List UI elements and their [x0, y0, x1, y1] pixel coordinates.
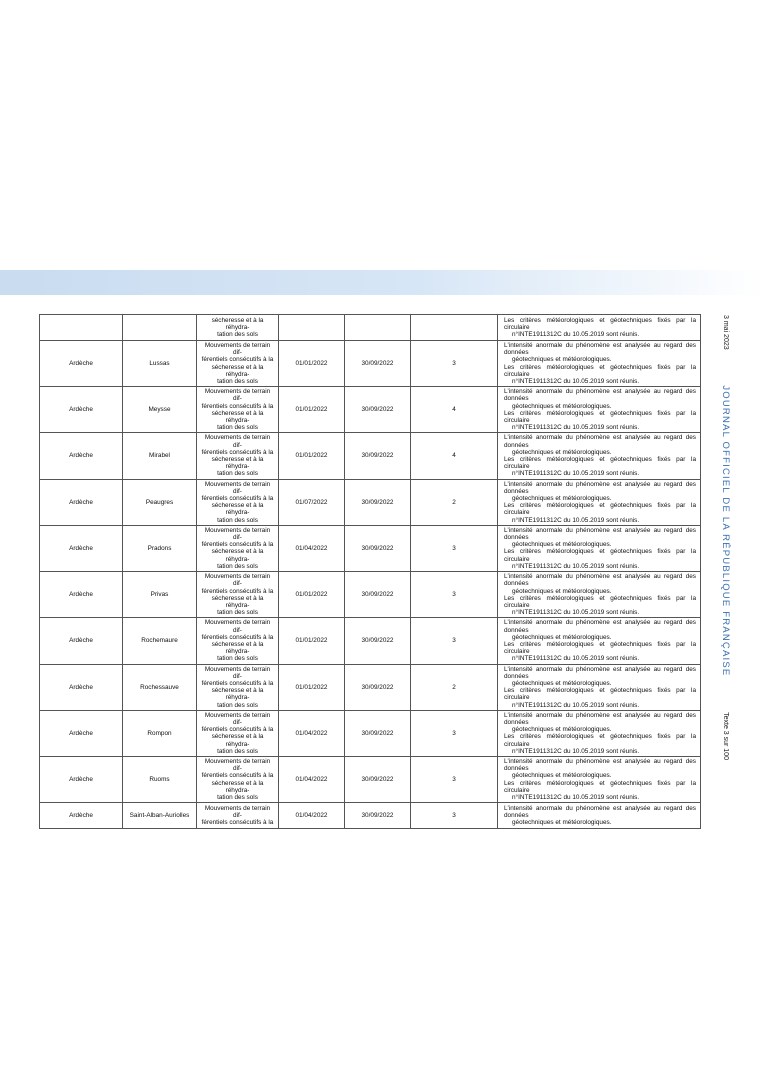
date-fin-cell: 30/09/2022 [345, 756, 411, 802]
count-cell: 4 [411, 387, 498, 433]
date-debut-cell: 01/04/2022 [279, 803, 345, 829]
criteria-cell [498, 618, 701, 664]
criteria-line: Les critères météorologiques et géotechniques fixés par la circulaire [504, 502, 696, 517]
phenomene-cell: Mouvements de terrain dif- férentiels consécutifs à la sécheresse et à la réhydra- tation des sols [197, 341, 279, 387]
criteria-line: n°INTE1911312C du 10.05.2019 sont réunis. [512, 331, 640, 339]
criteria-line: Les critères météorologiques et géotechniques fixés par la circulaire [504, 594, 696, 609]
criteria-cell [498, 387, 701, 433]
commune-cell: Privas [123, 572, 197, 618]
date-debut-cell: 01/04/2022 [279, 710, 345, 756]
commune-cell: Lussas [123, 341, 197, 387]
commune-cell: Ruoms [123, 756, 197, 802]
date-fin-cell: 30/09/2022 [345, 341, 411, 387]
criteria-line: L'intensité anormale du phénomène est analysée au regard des données [504, 665, 696, 680]
phenomene-cell: Mouvements de terrain dif- férentiels consécutifs à la sécheresse et à la réhydra- tation des sols [197, 479, 279, 525]
table-row [40, 756, 701, 802]
date-debut-cell: 01/01/2022 [279, 341, 345, 387]
criteria-line: n°INTE1911312C du 10.05.2019 sont réunis. [512, 378, 640, 386]
count-cell [411, 315, 498, 341]
count-cell: 3 [411, 525, 498, 571]
criteria-line: L'intensité anormale du phénomène est analysée au regard des données [504, 711, 696, 726]
date-debut-cell: 01/04/2022 [279, 756, 345, 802]
commune-cell: Rompon [123, 710, 197, 756]
count-cell: 3 [411, 572, 498, 618]
criteria-line: L'intensité anormale du phénomène est analysée au regard des données [504, 804, 696, 820]
criteria-line: Les critères météorologiques et géotechniques fixés par la circulaire [504, 548, 696, 563]
text-number: Texte 3 sur 100 [722, 712, 730, 760]
date-debut-cell [279, 315, 345, 341]
date-fin-cell: 30/09/2022 [345, 387, 411, 433]
commune-cell: Rochessauve [123, 664, 197, 710]
criteria-line: L'intensité anormale du phénomène est analysée au regard des données [504, 573, 696, 588]
criteria-line: n°INTE1911312C du 10.05.2019 sont réunis. [512, 747, 640, 755]
date-fin-cell: 30/09/2022 [345, 433, 411, 479]
table-row [40, 525, 701, 571]
departement-cell: Ardèche [40, 433, 123, 479]
criteria-line: Les critères météorologiques et géotechniques fixés par la circulaire [504, 640, 696, 656]
phenomene-cell: Mouvements de terrain dif- férentiels consécutifs à la sécheresse et à la réhydra- tation des sols [197, 572, 279, 618]
departement-cell: Ardèche [40, 341, 123, 387]
criteria-line: Les critères météorologiques et géotechniques fixés par la circulaire [504, 363, 696, 378]
phenomene-cell: Mouvements de terrain dif- férentiels consécutifs à la sécheresse et à la réhydra- tation des sols [197, 387, 279, 433]
criteria-cell [498, 803, 701, 829]
table-row [40, 315, 701, 341]
departement-cell: Ardèche [40, 525, 123, 571]
side-margin [714, 315, 738, 760]
commune-cell: Meysse [123, 387, 197, 433]
criteria-line: n°INTE1911312C du 10.05.2019 sont réunis. [512, 516, 640, 524]
date-debut-cell: 01/01/2022 [279, 664, 345, 710]
table-row [40, 479, 701, 525]
criteria-line: Les critères météorologiques et géotechniques fixés par la circulaire [504, 733, 696, 748]
table-row [40, 710, 701, 756]
publication-date: 3 mai 2023 [722, 315, 730, 350]
criteria-line: n°INTE1911312C du 10.05.2019 sont réunis. [512, 793, 640, 801]
criteria-cell [498, 525, 701, 571]
count-cell: 3 [411, 341, 498, 387]
criteria-line: n°INTE1911312C du 10.05.2019 sont réunis. [512, 562, 640, 570]
criteria-cell [498, 664, 701, 710]
criteria-line: géotechniques et météorologiques. [512, 633, 612, 641]
criteria-line: L'intensité anormale du phénomène est analysée au regard des données [504, 480, 696, 495]
date-debut-cell: 01/01/2022 [279, 572, 345, 618]
departement-cell: Ardèche [40, 756, 123, 802]
commune-cell: Saint-Alban-Auriolles [123, 803, 197, 829]
phenomene-cell: Mouvements de terrain dif- férentiels consécutifs à la sécheresse et à la réhydra- tation des sols [197, 756, 279, 802]
criteria-line: L'intensité anormale du phénomène est analysée au regard des données [504, 342, 696, 357]
table-row [40, 341, 701, 387]
date-fin-cell: 30/09/2022 [345, 618, 411, 664]
phenomene-cell: Mouvements de terrain dif- férentiels consécutifs à la sécheresse et à la réhydra- tation des sols [197, 664, 279, 710]
criteria-cell [498, 315, 701, 341]
header-band [0, 270, 764, 295]
departement-cell: Ardèche [40, 710, 123, 756]
departement-cell [40, 315, 123, 341]
criteria-line: n°INTE1911312C du 10.05.2019 sont réunis. [512, 655, 640, 663]
date-debut-cell: 01/01/2022 [279, 618, 345, 664]
count-cell: 3 [411, 756, 498, 802]
criteria-line: L'intensité anormale du phénomène est analysée au regard des données [504, 434, 696, 449]
criteria-line: n°INTE1911312C du 10.05.2019 sont réunis. [512, 609, 640, 617]
date-fin-cell: 30/09/2022 [345, 479, 411, 525]
departement-cell: Ardèche [40, 387, 123, 433]
criteria-cell [498, 433, 701, 479]
date-debut-cell: 01/01/2022 [279, 433, 345, 479]
commune-cell: Rochemaure [123, 618, 197, 664]
phenomene-cell: Mouvements de terrain dif- férentiels consécutifs à la sécheresse et à la réhydra- tation des sols [197, 525, 279, 571]
criteria-line: géotechniques et météorologiques. [512, 402, 612, 410]
table-row [40, 664, 701, 710]
departement-cell: Ardèche [40, 618, 123, 664]
criteria-line: géotechniques et météorologiques. [512, 726, 612, 734]
departement-cell: Ardèche [40, 664, 123, 710]
table-row [40, 433, 701, 479]
criteria-cell [498, 572, 701, 618]
table-row [40, 803, 701, 829]
table-row [40, 618, 701, 664]
commune-cell: Mirabel [123, 433, 197, 479]
phenomene-cell: Mouvements de terrain dif- férentiels consécutifs à la sécheresse et à la réhydra- tation des sols [197, 618, 279, 664]
count-cell: 4 [411, 433, 498, 479]
date-debut-cell: 01/07/2022 [279, 479, 345, 525]
phenomene-cell: Mouvements de terrain dif- férentiels consécutifs à la [197, 803, 279, 829]
departement-cell: Ardèche [40, 572, 123, 618]
commune-cell: Pradons [123, 525, 197, 571]
criteria-line: n°INTE1911312C du 10.05.2019 sont réunis. [512, 470, 640, 478]
criteria-cell [498, 756, 701, 802]
criteria-line: Les critères météorologiques et géotechniques fixés par la circulaire [504, 316, 696, 331]
date-debut-cell: 01/04/2022 [279, 525, 345, 571]
table-row [40, 387, 701, 433]
date-fin-cell: 30/09/2022 [345, 710, 411, 756]
criteria-line: n°INTE1911312C du 10.05.2019 sont réunis. [512, 701, 640, 709]
criteria-line: L'intensité anormale du phénomène est analysée au regard des données [504, 619, 696, 634]
decree-table [39, 314, 701, 829]
criteria-line: géotechniques et météorologiques. [512, 587, 612, 595]
criteria-cell [498, 341, 701, 387]
date-fin-cell: 30/09/2022 [345, 572, 411, 618]
departement-cell: Ardèche [40, 803, 123, 829]
criteria-line: géotechniques et météorologiques. [512, 541, 612, 549]
phenomene-cell: Mouvements de terrain dif- férentiels consécutifs à la sécheresse et à la réhydra- tation des sols [197, 433, 279, 479]
criteria-line: géotechniques et météorologiques. [512, 356, 612, 364]
commune-cell: Peaugres [123, 479, 197, 525]
criteria-line: Les critères météorologiques et géotechniques fixés par la circulaire [504, 779, 696, 794]
date-debut-cell: 01/01/2022 [279, 387, 345, 433]
criteria-line: géotechniques et météorologiques. [512, 448, 612, 456]
criteria-line: géotechniques et météorologiques. [512, 819, 612, 827]
count-cell: 2 [411, 664, 498, 710]
criteria-line: Les critères météorologiques et géotechniques fixés par la circulaire [504, 687, 696, 702]
count-cell: 3 [411, 803, 498, 829]
criteria-line: géotechniques et météorologiques. [512, 679, 612, 687]
criteria-cell [498, 479, 701, 525]
count-cell: 2 [411, 479, 498, 525]
table-row [40, 572, 701, 618]
criteria-line: Les critères météorologiques et géotechniques fixés par la circulaire [504, 456, 696, 471]
criteria-line: géotechniques et météorologiques. [512, 772, 612, 780]
journal-title: JOURNAL OFFICIEL DE LA RÉPUBLIQUE FRANÇAISE [720, 385, 732, 677]
date-fin-cell: 30/09/2022 [345, 525, 411, 571]
departement-cell: Ardèche [40, 479, 123, 525]
criteria-line: Les critères météorologiques et géotechniques fixés par la circulaire [504, 409, 696, 425]
criteria-line: géotechniques et météorologiques. [512, 495, 612, 503]
criteria-line: L'intensité anormale du phénomène est analysée au regard des données [504, 388, 696, 403]
phenomene-cell: Mouvements de terrain dif- férentiels consécutifs à la sécheresse et à la réhydra- tation des sols [197, 710, 279, 756]
criteria-line: L'intensité anormale du phénomène est analysée au regard des données [504, 526, 696, 542]
date-fin-cell: 30/09/2022 [345, 664, 411, 710]
count-cell: 3 [411, 618, 498, 664]
criteria-line: n°INTE1911312C du 10.05.2019 sont réunis. [512, 424, 640, 432]
date-fin-cell: 30/09/2022 [345, 803, 411, 829]
count-cell: 3 [411, 710, 498, 756]
date-fin-cell [345, 315, 411, 341]
phenomene-cell: sécheresse et à la réhydra- tation des sols [197, 315, 279, 341]
criteria-line: L'intensité anormale du phénomène est analysée au regard des données [504, 757, 696, 773]
commune-cell [123, 315, 197, 341]
criteria-cell [498, 710, 701, 756]
